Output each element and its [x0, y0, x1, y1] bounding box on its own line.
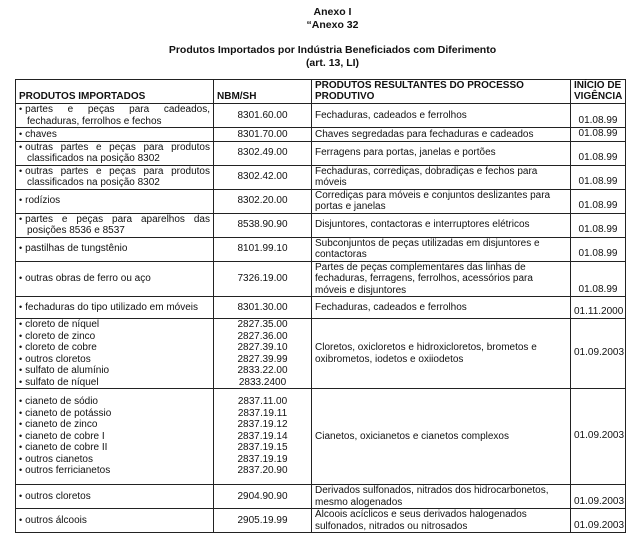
imported-product-item: • outros cloretos [19, 491, 210, 503]
table-row [16, 261, 626, 297]
cell-produtos-resultantes: Disjuntores, contactoras e interruptores elétricos [312, 213, 571, 237]
nbm-code: 2827.39.10 [237, 342, 288, 353]
table-header-row [16, 80, 626, 104]
table-row [16, 104, 626, 128]
imported-product-item: • outros cloretos [19, 354, 210, 366]
imported-product-item: • cianeto de cobre I [19, 431, 210, 443]
table-row [16, 485, 626, 509]
nbm-code: 7326.19.00 [237, 273, 288, 284]
imported-product-item: • cianeto de sódio [19, 396, 210, 408]
nbm-code: 2837.19.12 [237, 419, 288, 431]
nbm-code: 8302.49.00 [237, 147, 288, 159]
annex-label: Anexo I [313, 6, 352, 18]
imported-product-item: • cloreto de níquel [19, 319, 210, 331]
table-row [16, 165, 626, 189]
table-row [16, 237, 626, 261]
cell-nbm [214, 165, 312, 189]
col-header-produtos-resultantes: PRODUTOS RESULTANTES DO PROCESSO PRODUTIVO [312, 80, 571, 104]
cell-nbm [214, 485, 312, 509]
table-row [16, 213, 626, 237]
cell-inicio-vigencia: 01.09.2003 [571, 485, 626, 509]
cell-inicio-vigencia: 01.08.99 [571, 261, 626, 297]
nbm-code: 8301.60.00 [237, 109, 288, 121]
cell-produtos-importados [16, 128, 214, 142]
cell-produtos-importados [16, 261, 214, 297]
nbm-code: 8301.30.00 [237, 301, 288, 313]
nbm-code: 2827.39.99 [237, 353, 288, 365]
cell-nbm [214, 189, 312, 213]
nbm-code: 2827.36.00 [237, 330, 288, 342]
cell-nbm [214, 509, 312, 533]
nbm-code: 2904.90.90 [237, 490, 288, 502]
nbm-code: 2905.19.99 [237, 514, 288, 526]
annex-number: “Anexo 32 [306, 19, 359, 31]
imported-product-item: • outras obras de ferro ou aço [19, 273, 210, 285]
cell-nbm [214, 104, 312, 128]
cell-produtos-importados [16, 237, 214, 261]
cell-produtos-resultantes: Álcoois acíclicos e seus derivados halogenados sulfonados, nitrados ou nitrosados [312, 509, 571, 533]
imported-product-item: • outras partes e peças para produtos classificados na posição 8302 [19, 166, 210, 189]
col-header-produtos-importados: PRODUTOS IMPORTADOS [16, 80, 214, 104]
cell-inicio-vigencia: 01.08.99 [571, 213, 626, 237]
table-row [16, 189, 626, 213]
nbm-code: 2837.20.90 [237, 465, 288, 477]
imported-product-item: • partes e peças para cadeados, fechaduras, ferrolhos e fechos [19, 104, 210, 127]
cell-produtos-importados [16, 297, 214, 319]
cell-produtos-importados [16, 141, 214, 165]
col-header-nbm: NBM/SH [214, 80, 312, 104]
imported-product-item: • pastilhas de tungstênio [19, 243, 210, 255]
table-row [16, 389, 626, 485]
cell-inicio-vigencia: 01.09.2003 [571, 389, 626, 485]
products-table [15, 79, 626, 533]
imported-product-item: • rodízios [19, 195, 210, 207]
cell-produtos-importados [16, 165, 214, 189]
nbm-code: 2837.11.00 [237, 396, 288, 408]
imported-product-item: • partes e peças para aparelhos das posições 8536 e 8537 [19, 214, 210, 237]
table-row [16, 141, 626, 165]
imported-product-item: • cianeto de cobre II [19, 442, 210, 454]
cell-nbm [214, 128, 312, 142]
cell-produtos-resultantes: Fechaduras, cadeados e ferrolhos [312, 297, 571, 319]
cell-produtos-resultantes: Subconjuntos de peças utilizadas em disjuntores e contactoras [312, 237, 571, 261]
cell-produtos-resultantes: Fechaduras, corrediças, dobradiças e fechos para móveis [312, 165, 571, 189]
table-row [16, 128, 626, 142]
cell-produtos-importados [16, 389, 214, 485]
imported-product-item: • outras partes e peças para produtos classificados na posição 8302 [19, 142, 210, 165]
col-header-inicio-vigencia: INÍCIO DE VIGÊNCIA [571, 80, 626, 104]
cell-inicio-vigencia: 01.09.2003 [571, 319, 626, 389]
cell-nbm [214, 389, 312, 485]
nbm-code: 2837.19.19 [237, 453, 288, 465]
cell-inicio-vigencia: 01.08.99 [571, 141, 626, 165]
nbm-code: 8538.90.90 [237, 219, 288, 231]
cell-produtos-resultantes: Derivados sulfonados, nitrados dos hidrocarbonetos, mesmo alogenados [312, 485, 571, 509]
cell-produtos-resultantes: Cloretos, oxicloretos e hidroxicloretos, brometos e oxibrometos, iodetos e oxiiodetos [312, 319, 571, 389]
imported-product-item: • cloreto de cobre [19, 342, 210, 354]
cell-produtos-importados [16, 485, 214, 509]
cell-produtos-resultantes: Fechaduras, cadeados e ferrolhos [312, 104, 571, 128]
nbm-code: 2827.35.00 [237, 319, 288, 330]
nbm-code: 8302.42.00 [237, 171, 288, 183]
cell-nbm [214, 237, 312, 261]
imported-product-item: • outros cianetos [19, 454, 210, 466]
cell-nbm [214, 297, 312, 319]
cell-inicio-vigencia: 01.08.99 [571, 189, 626, 213]
cell-produtos-importados [16, 213, 214, 237]
cell-inicio-vigencia: 01.08.99 [571, 165, 626, 189]
cell-produtos-resultantes: Cianetos, oxicianetos e cianetos complexos [312, 389, 571, 485]
cell-nbm [214, 261, 312, 297]
cell-inicio-vigencia: 01.11.2000 [571, 297, 626, 319]
nbm-code: 8302.20.00 [237, 195, 288, 207]
cell-produtos-importados [16, 319, 214, 389]
imported-product-item: • chaves [19, 129, 210, 141]
cell-produtos-resultantes: Chaves segredadas para fechaduras e cadeados [312, 128, 571, 142]
imported-product-item: • sulfato de níquel [19, 377, 210, 389]
table-row [16, 509, 626, 533]
nbm-code: 2833.2400 [238, 376, 287, 388]
cell-produtos-importados [16, 509, 214, 533]
cell-inicio-vigencia: 01.08.99 [571, 237, 626, 261]
nbm-code: 2833.22.00 [237, 365, 288, 376]
document-title: Produtos Importados por Indústria Beneficiados com Diferimento [168, 44, 497, 56]
cell-produtos-resultantes: Partes de peças complementares das linhas de fechaduras, ferragens, ferrolhos, acessórios para móveis e disjuntores [312, 261, 571, 297]
imported-product-item: • cianeto de potássio [19, 408, 210, 420]
imported-product-item: • outros álcoois [19, 515, 210, 527]
nbm-code: 2837.19.11 [237, 407, 288, 419]
imported-product-item: • fechaduras do tipo utilizado em móveis [19, 302, 210, 314]
cell-inicio-vigencia: 01.09.2003 [571, 509, 626, 533]
table-row [16, 297, 626, 319]
nbm-code: 8101.99.10 [237, 243, 288, 255]
nbm-code: 2837.19.15 [237, 442, 288, 454]
cell-produtos-resultantes: Ferragens para portas, janelas e portões [312, 141, 571, 165]
nbm-code: 2837.19.14 [237, 430, 288, 442]
cell-produtos-importados [16, 104, 214, 128]
imported-product-item: • cianeto de zinco [19, 419, 210, 431]
cell-nbm [214, 319, 312, 389]
imported-product-item: • sulfato de alumínio [19, 365, 210, 377]
cell-nbm [214, 213, 312, 237]
cell-produtos-resultantes: Corrediças para móveis e conjuntos deslizantes para portas e janelas [312, 189, 571, 213]
table-row [16, 319, 626, 389]
cell-inicio-vigencia: 01.08.99 [571, 128, 626, 142]
nbm-code: 8301.70.00 [237, 128, 288, 140]
cell-produtos-importados [16, 189, 214, 213]
cell-nbm [214, 141, 312, 165]
cell-inicio-vigencia: 01.08.99 [571, 104, 626, 128]
imported-product-item: • outros ferricianetos [19, 465, 210, 477]
document-subtitle: (art. 13, LI) [305, 57, 360, 69]
imported-product-item: • cloreto de zinco [19, 331, 210, 343]
